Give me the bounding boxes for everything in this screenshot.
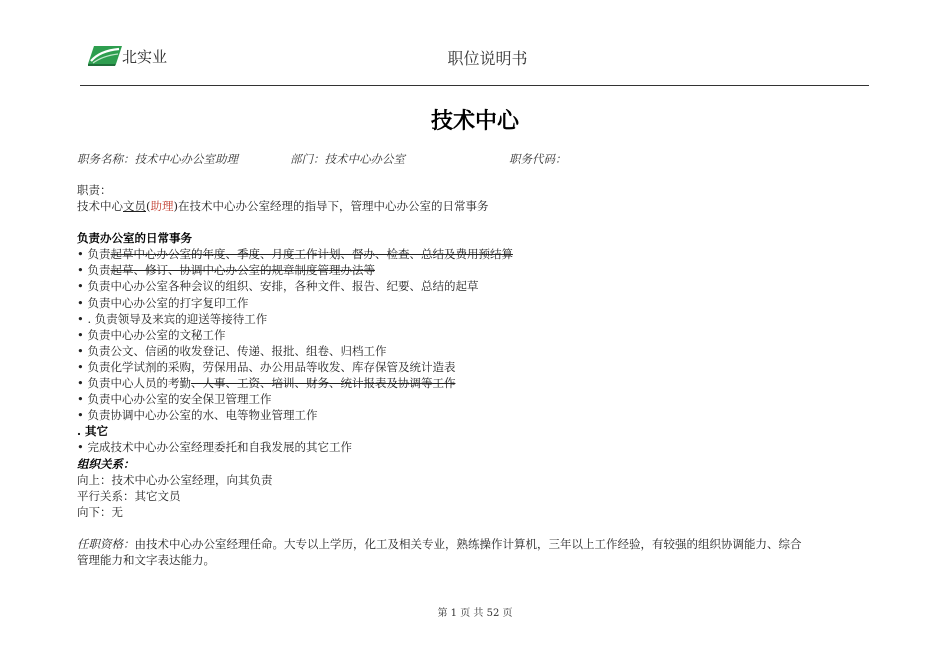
page-header: [0, 0, 950, 90]
office-duties-heading: 负责办公室的日常事务: [77, 231, 192, 246]
list-item: • 负责起草中心办公室的年度、季度、月度工作计划、督办、检查、总结及费用预结算: [77, 247, 513, 262]
list-item: • . 负责领导及来宾的迎送等接待工作: [77, 311, 268, 326]
org-down: 向下：无: [77, 504, 123, 519]
org-parallel: 平行关系：其它文员: [77, 488, 181, 503]
org-relations-heading: 组织关系：: [77, 456, 135, 471]
list-item: • 负责起草、修订、协调中心办公室的规章制度管理办法等: [77, 263, 375, 278]
header-divider: [80, 85, 869, 86]
duties-summary: 技术中心文员(助理)在技术中心办公室经理的指导下，管理中心办公室的日常事务: [77, 199, 489, 214]
department: 部门：技术中心办公室: [290, 152, 405, 166]
qualifications-text: 由技术中心办公室经理任命。大专以上学历，化工及相关专业，熟练操作计算机，三年以上工作经验，有较强的组织协调能力、综合管理能力和文字表达能力。: [77, 536, 802, 567]
list-item: • 负责中心办公室的文秘工作: [77, 327, 226, 342]
document-body: [77, 182, 817, 568]
page-number: 第 1 页 共 52 页: [437, 608, 513, 619]
list-item: • 负责中心人员的考勤、人事、工资、培训、财务、统计报表及协调等工作: [77, 376, 456, 391]
list-item: • 负责公文、信函的收发登记、传递、报批、组卷、归档工作: [77, 343, 387, 358]
qualifications: [77, 536, 807, 568]
duties-label: 职责：: [77, 183, 112, 197]
list-item: • 负责中心办公室各种会议的组织、安排，各种文件、报告、纪要、总结的起草: [77, 279, 479, 294]
other-heading: . 其它: [77, 424, 109, 439]
page-title: 技术中心: [430, 109, 519, 134]
position-name: 职务名称：技术中心办公室助理: [77, 152, 238, 166]
org-up: 向上：技术中心办公室经理，向其负责: [77, 472, 273, 487]
role-underlined: 文员: [123, 199, 146, 214]
list-item: • 完成技术中心办公室经理委托和自我发展的其它工作: [77, 440, 352, 455]
list-item: • 负责中心办公室的安全保卫管理工作: [77, 392, 272, 407]
list-item: • 负责化学试剂的采购，劳保用品、办公用品等收发、库存保管及统计造表: [77, 359, 456, 374]
document-title: 职位说明书: [447, 49, 528, 68]
list-item: • 负责协调中心办公室的水、电等物业管理工作: [77, 408, 318, 423]
list-item: • 负责中心办公室的打字复印工作: [77, 295, 249, 310]
position-code: 职务代码：: [509, 152, 567, 166]
role-highlight: 助理: [150, 199, 174, 214]
company-name: 北实业: [122, 48, 168, 66]
qualifications-label: 任职资格：: [77, 536, 135, 551]
